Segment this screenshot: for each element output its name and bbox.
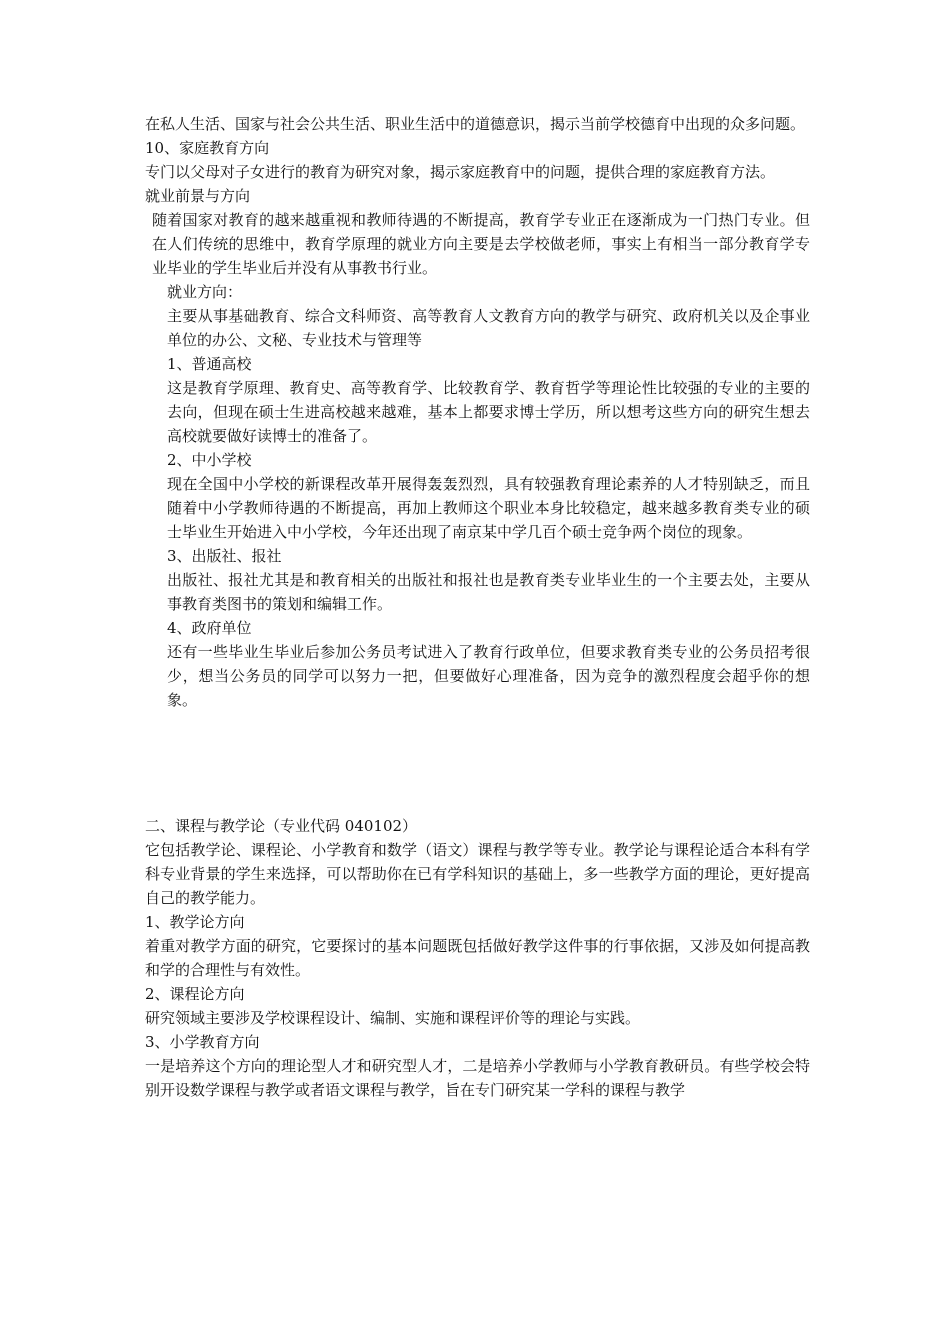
paragraph-curriculum-theory: 研究领域主要涉及学校课程设计、编制、实施和课程评价等的理论与实践。 bbox=[145, 1009, 641, 1027]
paragraph-schools: 现在全国中小学校的新课程改革开展得轰轰烈烈，具有较强教育理论素养的人才特别缺乏，而且随着中小学教师待遇的不断提高，再加上教师这个职业本身比较稳定，越来越多教育类专业的硕士毕业生开始进入中小学校，今年还出现了南京某中学几百个硕士竞争两个岗位的现象。 bbox=[167, 475, 810, 541]
paragraph-primary-education: 一是培养这个方向的理论型人才和研究型人才，二是培养小学教师与小学教育教研员。有些学校会特别开设数学课程与教学或者语文课程与教学，旨在专门研究某一学科的课程与教学 bbox=[145, 1057, 810, 1099]
paragraph-employment-direction: 主要从事基础教育、综合文科师资、高等教育人文教育方向的教学与研究、政府机关以及企事业单位的办公、文秘、专业技术与管理等 bbox=[167, 307, 810, 349]
heading-employment-prospects: 就业前景与方向 bbox=[145, 187, 251, 205]
heading-curriculum-theory: 2、课程论方向 bbox=[145, 985, 245, 1003]
heading-universities: 1、普通高校 bbox=[167, 355, 252, 373]
paragraph-government: 还有一些毕业生毕业后参加公务员考试进入了教育行政单位，但要求教育类专业的公务员招考很少，想当公务员的同学可以努力一把，但要做好心理准备，因为竞争的激烈程度会超乎你的想象。 bbox=[167, 643, 810, 709]
paragraph-moral-education-continued: 在私人生活、国家与社会公共生活、职业生活中的道德意识，揭示当前学校德育中出现的众多问题。 bbox=[145, 115, 806, 133]
paragraph-teaching-theory: 着重对教学方面的研究，它要探讨的基本问题既包括做好教学这件事的行事依据，又涉及如何提高教和学的合理性与有效性。 bbox=[145, 937, 810, 979]
paragraph-employment-prospects: 随着国家对教育的越来越重视和教师待遇的不断提高，教育学专业正在逐渐成为一门热门专业。但在人们传统的思维中，教育学原理的就业方向主要是去学校做老师，事实上有相当一部分教育学专业毕业的学生毕业后并没有从事教书行业。 bbox=[152, 211, 810, 277]
heading-government: 4、政府单位 bbox=[167, 619, 252, 637]
heading-primary-education: 3、小学教育方向 bbox=[145, 1033, 260, 1051]
paragraph-curriculum-and-teaching: 它包括教学论、课程论、小学教育和数学（语文）课程与教学等专业。教学论与课程论适合本科有学科专业背景的学生来选择，可以帮助你在已有学科知识的基础上，多一些教学方面的理论，更好提高自己的教学能力。 bbox=[145, 841, 810, 907]
heading-teaching-theory: 1、教学论方向 bbox=[145, 913, 245, 931]
heading-schools: 2、中小学校 bbox=[167, 451, 252, 469]
paragraph-publishers: 出版社、报社尤其是和教育相关的出版社和报社也是教育类专业毕业生的一个主要去处，主要从事教育类图书的策划和编辑工作。 bbox=[167, 571, 810, 613]
paragraph-universities: 这是教育学原理、教育史、高等教育学、比较教育学、教育哲学等理论性比较强的专业的主要的去向，但现在硕士生进高校越来越难，基本上都要求博士学历，所以想考这些方向的研究生想去高校就要做好读博士的准备了。 bbox=[167, 379, 810, 445]
heading-employment-direction: 就业方向： bbox=[167, 283, 243, 301]
paragraph-family-education: 专门以父母对子女进行的教育为研究对象，揭示家庭教育中的问题，提供合理的家庭教育方法。 bbox=[145, 163, 776, 181]
section-spacer bbox=[145, 712, 810, 814]
document-page bbox=[145, 112, 810, 1102]
heading-curriculum-and-teaching: 二、课程与教学论（专业代码 040102） bbox=[145, 817, 418, 835]
heading-publishers: 3、出版社、报社 bbox=[167, 547, 282, 565]
heading-family-education: 10、家庭教育方向 bbox=[145, 139, 270, 157]
